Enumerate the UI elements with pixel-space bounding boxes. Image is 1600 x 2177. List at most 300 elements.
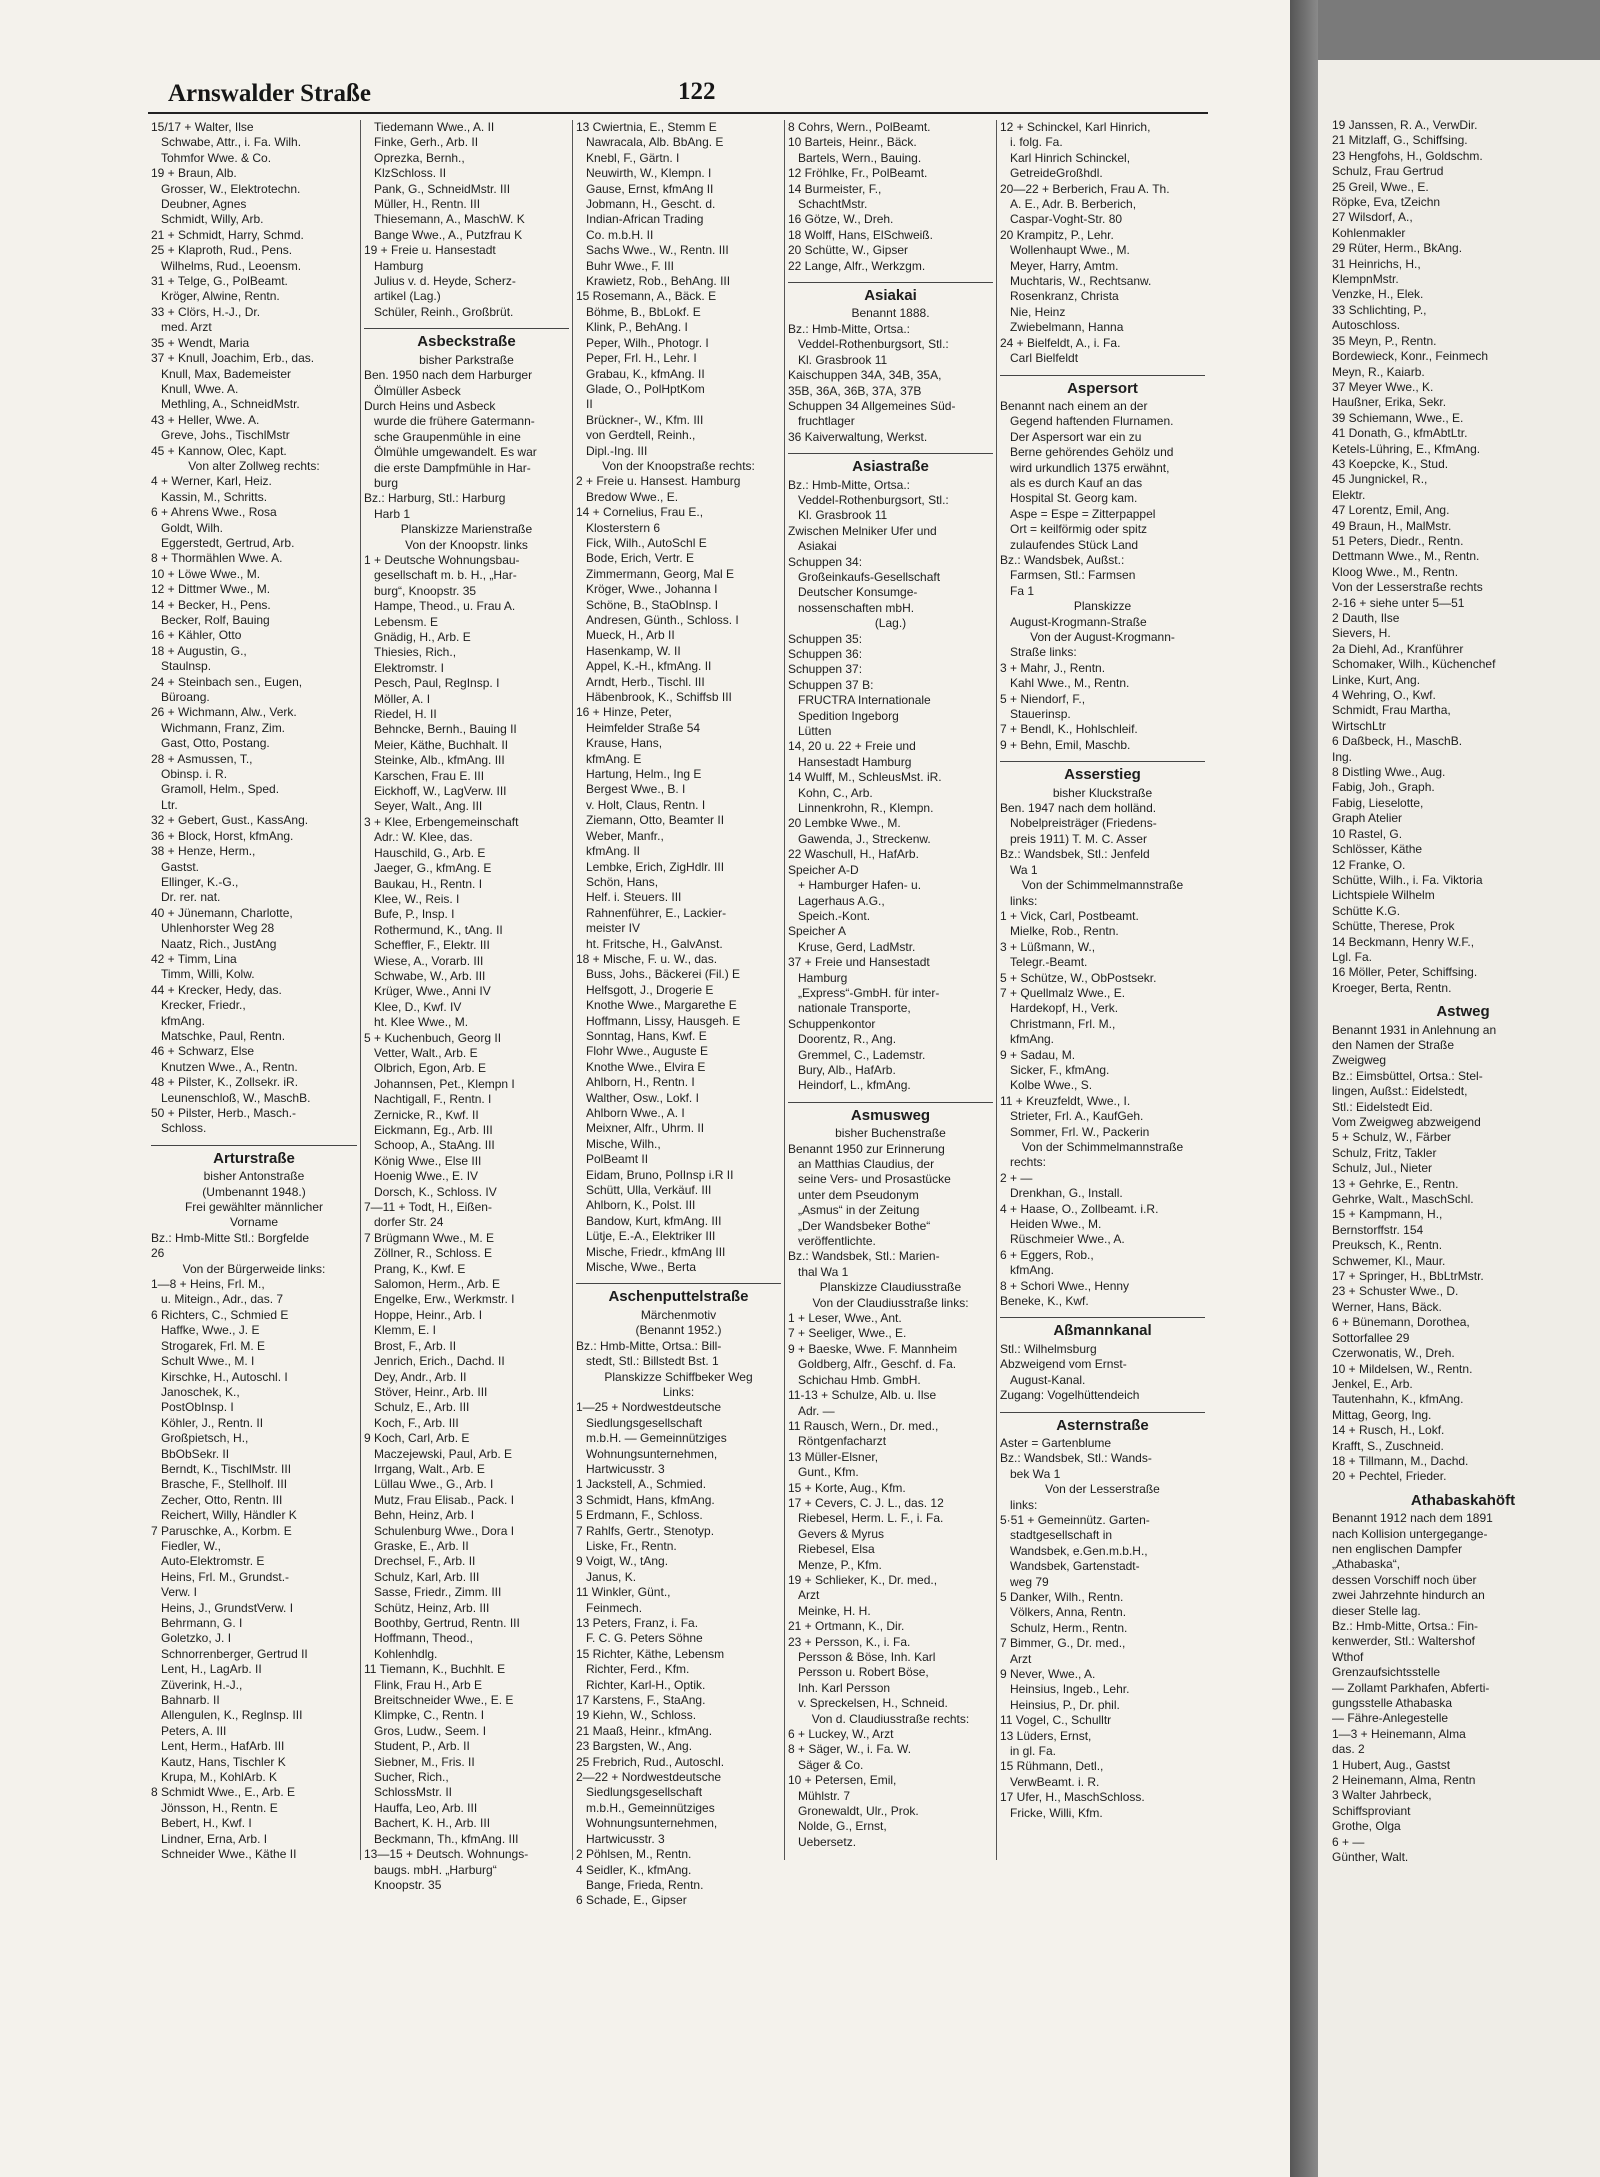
directory-entry: Autoschloss. — [1332, 318, 1401, 333]
directory-entry: Schütte, Therese, Prok — [1332, 919, 1455, 934]
directory-entry: 48 + Pilster, K., Zollsekr. iR. — [151, 1075, 299, 1090]
directory-entry: Fa 1 — [1010, 583, 1035, 598]
directory-entry: Büroang. — [161, 690, 210, 705]
directory-entry: Schütz, Heinz, Arb. III — [374, 1600, 490, 1615]
directory-entry: 10 + Löwe Wwe., M. — [151, 566, 261, 581]
directory-entry: 15 Richter, Käthe, Lebensm — [576, 1646, 725, 1661]
directory-entry: KlzSchloss. II — [374, 166, 447, 181]
directory-entry: Der Aspersort war ein zu — [1010, 429, 1142, 444]
directory-entry: Schichau Hmb. GmbH. — [798, 1372, 921, 1387]
directory-entry: Benannt 1888. — [851, 306, 930, 321]
directory-entry: Schuppen 37 B: — [788, 677, 874, 692]
directory-entry: Eidam, Bruno, PolInsp i.R II — [586, 1167, 734, 1182]
directory-entry: 36 Kaiverwaltung, Werkst. — [788, 429, 928, 444]
directory-entry: Dorsch, K., Schloss. IV — [374, 1184, 497, 1199]
directory-entry: Feinmech. — [586, 1600, 643, 1615]
directory-entry: 6 + Eggers, Rob., — [1000, 1247, 1094, 1262]
directory-entry: Schnorrenberger, Gertrud II — [161, 1646, 308, 1661]
directory-entry: Preuksch, K., Rentn. — [1332, 1238, 1443, 1253]
directory-entry: 2-16 + siehe unter 5—51 — [1332, 595, 1465, 610]
directory-entry: Irrgang, Walt., Arb. E — [374, 1461, 485, 1476]
directory-entry: Jenrich, Erich., Dachd. II — [374, 1354, 505, 1369]
directory-entry: 16 + Kähler, Otto — [151, 628, 242, 643]
directory-entry: 11 Rausch, Wern., Dr. med., — [788, 1418, 939, 1433]
directory-entry: 15/17 + Walter, Ilse — [151, 120, 254, 134]
directory-entry: von Gerdtell, Reinh., — [586, 428, 696, 443]
directory-entry: Asiakai — [798, 539, 837, 554]
directory-entry: 37 Meyer Wwe., K. — [1332, 379, 1434, 394]
directory-entry: 8 Schmidt Wwe., E., Arb. E — [151, 1785, 296, 1800]
directory-entry: Von der August-Krogmann- — [1030, 630, 1175, 644]
directory-entry: Bz.: Hmb-Mitte Stl.: Borgfelde — [151, 1230, 310, 1245]
directory-entry: ht. Klee Wwe., M. — [374, 1015, 469, 1030]
directory-entry: 5 + Niendorf, F., — [1000, 691, 1086, 706]
directory-entry: 13 Müller-Elsner, — [788, 1449, 879, 1464]
directory-entry: Bz.: Hmb-Mitte, Ortsa.: Fin- — [1332, 1619, 1479, 1633]
directory-entry: m.b.H., Gemeinnütziges — [586, 1800, 715, 1815]
directory-entry: Auto-Elektromstr. E — [161, 1554, 265, 1569]
directory-entry: 25 Greil, Wwe., E. — [1332, 179, 1429, 194]
directory-entry: Großeinkaufs-Gesellschaft — [798, 569, 941, 584]
directory-entry: Farmsen, Stl.: Farmsen — [1010, 568, 1136, 583]
directory-entry: 14, 20 u. 22 + Freie und — [788, 739, 916, 754]
directory-entry: Meier, Käthe, Buchhalt. II — [374, 737, 509, 752]
directory-entry: Beneke, K., Kwf. — [1000, 1294, 1089, 1309]
directory-entry: 43 Koepcke, K., Stud. — [1332, 456, 1449, 471]
directory-entry: Von der Lesserstraße — [1045, 1482, 1160, 1497]
directory-entry: Scheffler, F., Elektr. III — [374, 938, 490, 953]
directory-entry: 6 Richters, C., Schmied E — [151, 1307, 289, 1322]
directory-entry: bisher Antonstraße — [203, 1169, 305, 1184]
directory-entry: Ltr. — [161, 797, 178, 812]
directory-entry: PostObInsp. I — [161, 1400, 234, 1415]
directory-entry: unter dem Pseudonym — [798, 1187, 919, 1202]
directory-entry: Brückner-, W., Kfm. III — [586, 412, 704, 427]
directory-entry: Meyn, R., Kaiarb. — [1332, 364, 1425, 379]
directory-entry: Brost, F., Arb. II — [374, 1338, 457, 1353]
directory-entry: Durch Heins und Asbeck — [364, 398, 496, 413]
directory-entry: Schuppen 34 Allgemeines Süd- — [788, 398, 956, 413]
directory-entry: Deutscher Konsumge- — [798, 585, 918, 600]
directory-entry: Graph Atelier — [1332, 811, 1403, 826]
directory-entry: König Wwe., Else III — [374, 1153, 482, 1168]
directory-entry: Hamburg — [798, 970, 848, 985]
directory-entry: Karschen, Frau E. III — [374, 768, 485, 783]
directory-entry: Siedlungsgesellschaft — [586, 1785, 703, 1800]
directory-entry: Eggerstedt, Gertrud, Arb. — [161, 535, 295, 550]
directory-entry: Knutzen Wwe., A., Rentn. — [161, 1059, 298, 1074]
directory-entry: Schütte K.G. — [1332, 903, 1401, 918]
directory-entry: Bz.: Eimsbüttel, Ortsa.: Stel- — [1332, 1068, 1483, 1083]
directory-entry: burg — [374, 475, 399, 490]
directory-entry: Speicher A — [788, 924, 847, 939]
directory-entry: Berndt, K., TischlMstr. III — [161, 1461, 292, 1476]
directory-entry: „Der Wandsbeker Bothe“ — [798, 1218, 931, 1233]
directory-entry: Ort = keilförmig oder spitz — [1010, 522, 1148, 537]
directory-entry: KlempnMstr. — [1332, 272, 1399, 287]
directory-entry: Behrmann, G. I — [161, 1616, 243, 1630]
directory-entry: Hardekopf, H., Verk. — [1010, 1001, 1119, 1016]
directory-entry: 43 + Heller, Wwe. A. — [151, 412, 260, 427]
directory-entry: Heins, Frl. M., Grundst.- — [161, 1569, 290, 1584]
directory-entry: Mielke, Rob., Rentn. — [1010, 924, 1119, 939]
directory-entry: Schöne, B., StaObInsp. I — [586, 597, 719, 612]
directory-entry: 21 + Ortmann, K., Dir. — [788, 1619, 905, 1634]
directory-entry: Sonntag, Hans, Kwf. E — [586, 1028, 707, 1043]
directory-entry: 10 + Mildelsen, W., Rentn. — [1332, 1361, 1473, 1376]
directory-entry: 1 + Leser, Wwe., Ant. — [788, 1311, 902, 1326]
directory-entry: 11 Vogel, C., Schulltr — [1000, 1713, 1112, 1728]
directory-entry: Fick, Wilh., AutoSchl E — [586, 535, 707, 550]
directory-entry: Speich.-Kont. — [798, 908, 871, 923]
directory-entry: Helf. i. Steuers. III — [586, 890, 682, 905]
directory-entry: Heindorf, L., kfmAng. — [798, 1078, 911, 1093]
directory-entry: 12 Fröhlke, Fr., PolBeamt. — [788, 166, 928, 181]
directory-entry: Wiese, A., Vorarb. III — [374, 953, 484, 968]
directory-entry: Boothby, Gertrud, Rentn. III — [374, 1616, 520, 1630]
directory-entry: bisher Buchenstraße — [835, 1126, 946, 1141]
directory-entry: Methling, A., SchneidMstr. — [161, 397, 300, 412]
directory-entry: links: — [1010, 893, 1038, 908]
directory-entry: kenwerder, Stl.: Waltershof — [1332, 1634, 1475, 1649]
directory-entry: 8 Cohrs, Wern., PolBeamt. — [788, 120, 931, 134]
directory-entry: Bredow Wwe., E. — [586, 489, 679, 504]
directory-entry: Bordewieck, Konr., Feinmech — [1332, 349, 1489, 364]
directory-entry: (Benannt 1952.) — [635, 1323, 722, 1338]
directory-entry: 5 + Kuchenbuch, Georg II — [364, 1030, 502, 1045]
directory-entry: Obinsp. i. R. — [161, 767, 228, 782]
directory-entry: nationale Transporte, — [798, 1001, 911, 1016]
directory-entry: in gl. Fa. — [1010, 1744, 1057, 1759]
directory-entry: Von alter Zollweg rechts: — [188, 458, 320, 473]
directory-entry: fruchtlager — [798, 414, 855, 429]
directory-entry: Doorentz, R., Ang. — [798, 1032, 897, 1047]
directory-entry: 11 Winkler, Günt., — [576, 1585, 671, 1600]
directory-column-5 — [996, 120, 1208, 1860]
directory-entry: v. Spreckelsen, H., Schneid. — [798, 1696, 948, 1711]
directory-entry: Goldberg, Alfr., Geschf. d. Fa. — [798, 1357, 957, 1372]
directory-entry: 16 Möller, Peter, Schiffsing. — [1332, 965, 1478, 980]
directory-entry: 12 + Schinckel, Karl Hinrich, — [1000, 120, 1151, 134]
directory-entry: 2 Dauth, Ilse — [1332, 611, 1400, 625]
directory-entry: Schomaker, Wilh., Küchenchef — [1332, 657, 1496, 672]
directory-entry: Bz.: Harburg, Stl.: Harburg — [364, 491, 506, 506]
directory-entry: 3 + Lüßmann, W., — [1000, 939, 1096, 954]
directory-entry: Straße links: — [1010, 645, 1077, 660]
directory-entry: Müller, H., Rentn. III — [374, 197, 481, 212]
directory-entry: Sottorfallee 29 — [1332, 1330, 1410, 1345]
directory-entry: Schüler, Reinh., Großbrüt. — [374, 304, 514, 319]
directory-entry: Benannt nach einem an der — [1000, 398, 1148, 413]
directory-entry: Nawracala, Alb. BbAng. E — [586, 135, 724, 150]
directory-entry: 7 + Bendl, K., Hohlschleif. — [1000, 722, 1138, 737]
directory-entry: Persson & Böse, Inh. Karl — [798, 1650, 936, 1664]
directory-entry: Deubner, Agnes — [161, 197, 247, 212]
directory-entry: 7 + Seeliger, Wwe., E. — [788, 1326, 907, 1341]
directory-entry: 18 Wolff, Hans, ElSchweiß. — [788, 227, 933, 242]
directory-entry: Brasche, F., Stellholf. III — [161, 1477, 288, 1492]
directory-entry: Heins, J., GrundstVerw. I — [161, 1600, 294, 1615]
directory-entry: Schulz, Herm., Rentn. — [1010, 1620, 1128, 1635]
directory-entry: Harb 1 — [374, 506, 411, 521]
directory-entry: 27 Wilsdorf, A., — [1332, 210, 1413, 225]
directory-entry: Hasenkamp, W. II — [586, 643, 681, 658]
directory-entry: 47 Lorentz, Emil, Ang. — [1332, 503, 1450, 518]
directory-entry: 23 Hengfohs, H., Goldschm. — [1332, 148, 1483, 163]
directory-entry: Veddel-Rothenburgsort, Stl.: — [798, 492, 949, 507]
directory-entry: Benannt 1950 zur Erinnerung — [788, 1141, 945, 1156]
directory-entry: Hartung, Helm., Ing E — [586, 767, 702, 782]
directory-entry: 7 Bimmer, G., Dr. med., — [1000, 1636, 1126, 1651]
directory-entry: Kruse, Gerd, LadMstr. — [798, 939, 916, 954]
directory-entry: 21 + Schmidt, Harry, Schmd. — [151, 227, 304, 242]
directory-entry: Gause, Ernst, kfmAng II — [586, 181, 714, 196]
directory-entry: Von der Schimmelmannstraße — [1021, 1140, 1184, 1154]
directory-entry: Heimfelder Straße 54 — [586, 720, 701, 735]
directory-entry: kfmAng. II — [586, 844, 641, 859]
directory-entry: sche Graupenmühle in eine — [374, 429, 521, 444]
directory-entry: Grosser, W., Elektrotechn. — [161, 181, 301, 196]
directory-entry: Kröger, Alwine, Rentn. — [161, 289, 280, 304]
directory-entry: Arzt — [798, 1588, 820, 1603]
directory-entry: thal Wa 1 — [798, 1264, 849, 1279]
directory-entry: Schütte, Wilh., i. Fa. Viktoria — [1332, 872, 1483, 887]
directory-entry: Drechsel, F., Arb. II — [374, 1554, 476, 1569]
directory-entry: Heinsius, P., Dr. phil. — [1010, 1697, 1120, 1712]
directory-entry: Wthof — [1332, 1649, 1364, 1664]
directory-entry: Kröger, Wwe., Johanna I — [586, 582, 718, 597]
directory-entry: 7 + Quellmalz Wwe., E. — [1000, 985, 1126, 1000]
directory-entry: Nie, Heinz — [1010, 304, 1066, 319]
directory-entry: Neuwirth, W., Klempn. I — [586, 166, 712, 181]
page-street-title: Arnswalder Straße — [168, 80, 372, 107]
directory-entry: 25 + Klaproth, Rud., Pens. — [151, 243, 293, 258]
directory-entry: Wichmann, Franz, Zim. — [161, 720, 286, 735]
directory-entry: Hoffmann, Lissy, Hausgeh. E — [586, 1013, 741, 1028]
directory-entry: 17 Ufer, H., MaschSchloss. — [1000, 1790, 1145, 1805]
directory-columns — [148, 120, 1208, 1908]
directory-entry: 14 Burmeister, F., — [788, 181, 882, 196]
directory-entry: Rahnenführer, E., Lackier- — [586, 905, 727, 920]
directory-entry: Bz.: Hmb-Mitte, Ortsa.: — [788, 321, 911, 336]
directory-entry: zulaufendes Stück Land — [1010, 537, 1139, 552]
directory-entry: Heinsius, Ingeb., Lehr. — [1010, 1682, 1130, 1697]
directory-entry: 2 Heinemann, Alma, Rentn — [1332, 1773, 1476, 1788]
directory-entry: 6 Schade, E., Gipser — [576, 1893, 687, 1908]
directory-entry: Rosenkranz, Christa — [1010, 289, 1119, 304]
directory-entry: dorfer Str. 24 — [374, 1215, 444, 1230]
directory-entry: Linke, Kurt, Ang. — [1332, 672, 1421, 687]
directory-entry: Wollenhaupt Wwe., M. — [1010, 243, 1130, 258]
directory-entry: nen englischen Dampfer — [1332, 1541, 1463, 1556]
directory-entry: Riebesel, Herm. L. F., i. Fa. — [798, 1511, 944, 1526]
directory-entry: Gastst. — [161, 859, 200, 874]
directory-entry: + Hamburger Hafen- u. — [798, 878, 922, 893]
directory-entry: Gehrke, Walt., MaschSchl. — [1332, 1192, 1474, 1207]
directory-entry: Peters, A. III — [161, 1723, 227, 1738]
directory-entry: stadtgesellschaft in — [1010, 1528, 1113, 1543]
directory-entry: Gronewaldt, Ulr., Prok. — [798, 1804, 919, 1819]
directory-entry: Lent, H., LagArb. II — [161, 1662, 262, 1677]
directory-entry: 23 Bargsten, W., Ang. — [576, 1739, 693, 1754]
directory-entry: Maczejewski, Paul, Arb. E — [374, 1446, 513, 1461]
directory-entry: Graske, E., Arb. II — [374, 1538, 469, 1553]
directory-entry: Hamburg — [374, 258, 424, 273]
directory-entry: Aspe = Espe = Zitterpappel — [1010, 506, 1156, 521]
directory-entry: 19 Janssen, R. A., VerwDir. — [1332, 118, 1478, 132]
directory-entry: F. C. G. Peters Söhne — [586, 1631, 703, 1646]
directory-entry: Planskizze Schiffbeker Weg — [604, 1369, 753, 1384]
directory-entry: Schulz, Jul., Nieter — [1332, 1161, 1433, 1176]
directory-entry: Spedition Ingeborg — [798, 708, 899, 723]
directory-entry: stedt, Stl.: Billstedt Bst. 1 — [586, 1354, 719, 1369]
directory-entry: Uebersetz. — [798, 1834, 857, 1849]
directory-entry: Mische, Wwe., Berta — [586, 1260, 697, 1275]
directory-entry: Beckmann, Th., kfmAng. III — [374, 1831, 519, 1846]
directory-entry: 33 Schlichting, P., — [1332, 302, 1427, 317]
directory-entry: Helfsgott, J., Drogerie E — [586, 982, 714, 997]
directory-entry: Gremmel, C., Lademstr. — [798, 1047, 926, 1062]
directory-column-4 — [784, 120, 996, 1860]
directory-entry: Ölmüller Asbeck — [374, 383, 461, 398]
directory-entry: 51 Peters, Diedr., Rentn. — [1332, 533, 1464, 548]
directory-entry: Schulz, Frau Gertrud — [1332, 164, 1444, 179]
directory-entry: Völkers, Anna, Rentn. — [1010, 1605, 1127, 1620]
directory-entry: 23 + Persson, K., i. Fa. — [788, 1634, 911, 1649]
directory-entry: Meinke, H. H. — [798, 1603, 871, 1618]
directory-entry: Adr.: W. Klee, das. — [374, 830, 473, 845]
directory-entry: Dr. rer. nat. — [161, 890, 221, 905]
directory-column-1 — [148, 120, 360, 1860]
directory-entry: Klimpke, C., Rentn. I — [374, 1708, 485, 1723]
directory-entry: 25 Frebrich, Rud., Autoschl. — [576, 1754, 725, 1769]
directory-entry: m.b.H. — Gemeinnütziges — [586, 1431, 727, 1446]
directory-entry: Böhme, B., BbLokf. E — [586, 304, 701, 319]
directory-entry: Köhler, J., Rentn. II — [161, 1415, 264, 1430]
directory-entry: Christmann, Frl. M., — [1010, 1016, 1116, 1031]
directory-entry: Wa 1 — [1010, 862, 1038, 877]
directory-entry: 13 Lüders, Ernst, — [1000, 1728, 1092, 1743]
directory-entry: Pesch, Paul, RegInsp. I — [374, 676, 500, 691]
directory-entry: (Lag.) — [874, 616, 907, 631]
directory-entry: Timm, Willi, Kolw. — [161, 967, 255, 982]
directory-entry: Schön, Hans, — [586, 874, 659, 889]
directory-entry: FRUCTRA Internationale — [798, 693, 931, 708]
directory-entry: Schult Wwe., M. I — [161, 1354, 255, 1369]
directory-entry: Arzt — [1010, 1651, 1032, 1666]
directory-entry: 12 + Dittmer Wwe., M. — [151, 582, 271, 597]
directory-entry: Abzweigend vom Ernst- — [1000, 1357, 1127, 1372]
directory-entry: 21 Mitzlaff, G., Schiffsing. — [1332, 133, 1468, 148]
directory-entry: baugs. mbH. „Harburg“ — [374, 1862, 497, 1877]
directory-entry: 8 Distling Wwe., Aug. — [1332, 765, 1446, 780]
page-header — [148, 78, 1208, 108]
street-heading: Asserstieg — [1000, 761, 1205, 782]
directory-entry: Allengulen, K., Reglnsp. III — [161, 1708, 303, 1723]
directory-entry: Flohr Wwe., Auguste E — [586, 1044, 709, 1059]
directory-entry: Hansestadt Hamburg — [798, 754, 912, 769]
directory-entry: Goldt, Wilh. — [161, 520, 224, 535]
directory-entry: Benannt 1912 nach dem 1891 — [1332, 1511, 1493, 1526]
street-heading: Asternstraße — [1000, 1412, 1205, 1433]
directory-entry: 19 Kiehn, W., Schloss. — [576, 1708, 697, 1723]
directory-entry: 9 + Baeske, Wwe. F. Mannheim — [788, 1341, 958, 1356]
directory-entry: Karl Hinrich Schinckel, — [1010, 150, 1131, 165]
directory-entry: veröffentlichte. — [798, 1234, 876, 1249]
directory-entry: Planskizze — [1073, 599, 1132, 614]
street-heading: Athabaskahöft — [1410, 1491, 1516, 1509]
directory-entry: v. Holt, Claus, Rentn. I — [586, 797, 706, 812]
directory-entry: Von d. Claudiusstraße rechts: — [811, 1711, 970, 1726]
directory-entry: Eickmann, Eg., Arb. III — [374, 1123, 493, 1137]
directory-entry: Sommer, Frl. W., Packerin — [1010, 1124, 1150, 1139]
directory-entry: gesellschaft m. b. H., „Har- — [374, 568, 517, 583]
directory-entry: Lagerhaus A.G., — [798, 893, 885, 908]
directory-entry: Nolde, G., Ernst, — [798, 1819, 887, 1834]
directory-entry: Von der Knoopstr. links — [405, 537, 528, 552]
directory-entry: Schmidt, Willy, Arb. — [161, 212, 264, 227]
directory-entry: Jaeger, G., kfmAng. E — [374, 861, 492, 876]
directory-entry: 5 Erdmann, F., Schloss. — [576, 1508, 703, 1523]
directory-entry: Janoschek, K., — [161, 1384, 240, 1399]
directory-entry: Kohlenmakler — [1332, 225, 1406, 240]
directory-entry: 24 + Steinbach sen., Eugen, — [151, 674, 303, 689]
directory-entry: Dipl.-Ing. III — [586, 443, 648, 458]
directory-entry: Sachs Wwe., W., Rentn. III — [586, 243, 729, 258]
directory-entry: Schneider Wwe., Käthe II — [161, 1847, 297, 1862]
directory-entry: 7 Brügmann Wwe., M. E — [364, 1230, 495, 1245]
directory-entry: 15 + Kampmann, H., — [1332, 1207, 1443, 1222]
directory-entry: med. Arzt — [161, 320, 212, 335]
directory-entry: Röpke, Eva, tZeichn — [1332, 195, 1441, 210]
directory-entry: bisher Kluckstraße — [1052, 785, 1153, 800]
directory-entry: 18 + Tillmann, M., Dachd. — [1332, 1453, 1469, 1468]
directory-entry: Links: — [662, 1384, 695, 1399]
directory-entry: Drenkhan, G., Install. — [1010, 1186, 1123, 1201]
directory-entry: Ahlborn, K., Polst. III — [586, 1198, 696, 1213]
directory-entry: 20 Lembke Wwe., M. — [788, 816, 901, 831]
directory-entry: Fricke, Willi, Kfm. — [1010, 1805, 1103, 1820]
directory-entry: 37 + Freie und Hansestadt — [788, 955, 930, 970]
directory-entry: Student, P., Arb. II — [374, 1739, 470, 1754]
directory-entry: Zweigweg — [1332, 1053, 1387, 1068]
directory-entry: weg 79 — [1010, 1574, 1049, 1589]
directory-entry: — Zollamt Parkhafen, Abferti- — [1332, 1680, 1490, 1695]
directory-entry: Oprezka, Bernh., — [374, 150, 465, 165]
directory-entry: Bz.: Hmb-Mitte, Ortsa.: — [788, 477, 911, 492]
street-heading: Asmusweg — [788, 1102, 993, 1123]
directory-entry: Telegr.-Beamt. — [1010, 955, 1088, 970]
directory-entry: 17 Karstens, F., StaAng. — [576, 1693, 706, 1708]
directory-entry: — Fähre-Anlegestelle — [1332, 1711, 1449, 1726]
directory-entry: Thiesemann, A., MaschW. K — [374, 212, 525, 227]
directory-entry: Linnenkrohn, R., Klempn. — [798, 801, 934, 816]
directory-entry: wird urkundlich 1375 erwähnt, — [1010, 460, 1170, 475]
directory-entry: Zwiebelmann, Hanna — [1010, 320, 1124, 335]
directory-entry: Ellinger, K.-G., — [161, 874, 239, 889]
directory-entry: Von der Bürgerweide links: — [182, 1261, 326, 1276]
directory-entry: Gunt., Kfm. — [798, 1465, 859, 1480]
directory-entry: Veddel-Rothenburgsort, Stl.: — [798, 337, 949, 352]
directory-entry: 13—15 + Deutsch. Wohnungs- — [364, 1847, 529, 1862]
directory-entry: an Matthias Claudius, der — [798, 1157, 935, 1171]
directory-entry: Hoffmann, Theod., — [374, 1631, 473, 1646]
directory-entry: i. folg. Fa. — [1010, 135, 1063, 150]
directory-entry: Arndt, Herb., Tischl. III — [586, 674, 705, 689]
directory-entry: Weber, Manfr., — [586, 828, 664, 843]
directory-entry: Janus, K. — [586, 1569, 637, 1584]
directory-entry: 22 Waschull, H., HafArb. — [788, 847, 919, 862]
